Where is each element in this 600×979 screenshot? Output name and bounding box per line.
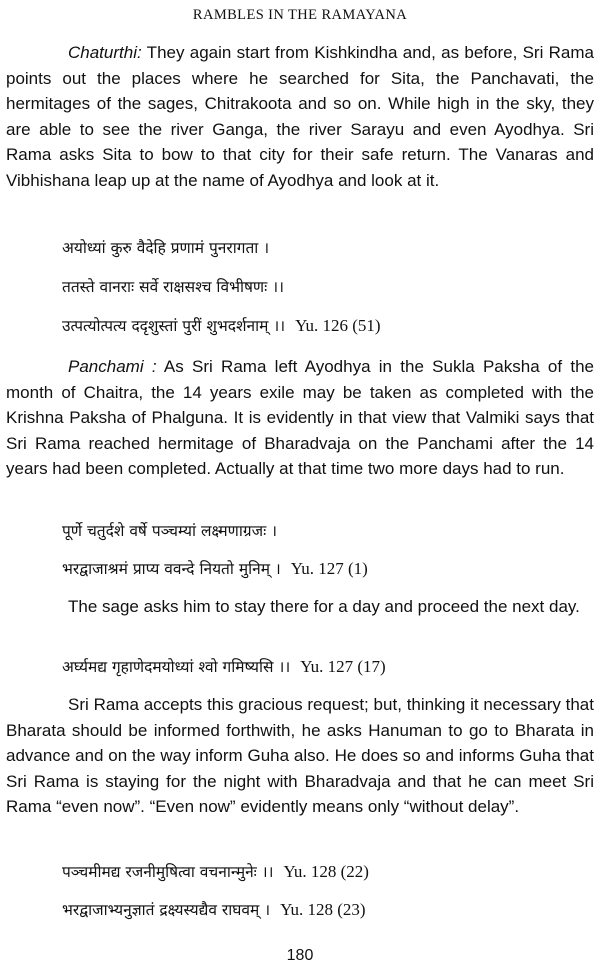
paragraph-text: Sri Rama accepts this gracious request; but, thinking it necessary that Bharata should be informed forthwith, he asks Hanuman to go to Bharata in advance and on the way inform Guha also. He does so and informs Guha that Sri Rama is staying for the night with Bharadvaja and that he can meet Sri Rama “even now”. “Even now” evidently means only “without delay”.: [6, 695, 594, 816]
verse-text: ततस्ते वानराः सर्वे राक्षसश्च विभीषणः ।।: [62, 278, 284, 296]
sanskrit-verse: [62, 898, 366, 922]
verse-text: भरद्वाजाश्रमं प्राप्य ववन्दे नियतो मुनिम् ।: [62, 560, 281, 578]
verse-text: पूर्णे चतुर्दशे वर्षे पञ्चम्यां लक्ष्मणाग्रजः ।: [62, 522, 278, 540]
verse-reference: Yu. 128 (23): [280, 900, 366, 919]
verse-text: पञ्चमीमद्य रजनीमुषित्वा वचनान्मुनेः ।।: [62, 863, 274, 881]
verse-reference: Yu. 127 (17): [300, 657, 386, 676]
paragraph-chaturthi: [6, 40, 594, 193]
sanskrit-verse: [62, 519, 287, 543]
sanskrit-verse: [62, 275, 294, 299]
paragraph-lead: Chaturthi:: [68, 43, 142, 62]
sanskrit-verse: [62, 860, 369, 884]
sanskrit-verse: [62, 236, 279, 260]
page-number: 180: [286, 947, 314, 964]
paragraph-panchami: [6, 354, 594, 482]
sanskrit-verse: [62, 314, 381, 338]
sanskrit-verse: [62, 557, 368, 581]
paragraph-sage: [6, 594, 594, 620]
running-header: RAMBLES IN THE RAMAYANA: [192, 7, 408, 23]
verse-reference: Yu. 126 (51): [295, 316, 381, 335]
verse-text: भरद्वाजाभ्यनुज्ञातं द्रक्ष्यस्यद्यैव राघवम् ।: [62, 901, 271, 919]
verse-text: उत्पत्योत्पत्य ददृशुस्तां पुरीं शुभदर्शनाम् ।।: [62, 317, 286, 335]
paragraph-text: The sage asks him to stay there for a day and proceed the next day.: [68, 597, 580, 616]
verse-text: अयोध्यां कुरु वैदेहि प्रणामं पुनरागता ।: [62, 239, 270, 257]
sanskrit-verse: [62, 655, 386, 679]
verse-reference: Yu. 127 (1): [290, 559, 368, 578]
verse-text: अर्घ्यमद्य गृहाणेदमयोध्यां श्वो गमिष्यसि ।।: [62, 658, 291, 676]
paragraph-text: As Sri Rama left Ayodhya in the Sukla Paksha of the month of Chaitra, the 14 years exile may be taken as completed with the Krishna Paksha of Phalguna. It is evidently in that view that Valmiki says that Sri Rama reached hermitage of Bharadvaja on the Panchami after the 14 years had been completed. Actually at that time two more days had to run.: [6, 357, 594, 478]
paragraph-sri-rama-accepts: [6, 692, 594, 820]
verse-reference: Yu. 128 (22): [283, 862, 369, 881]
paragraph-text: They again start from Kishkindha and, as before, Sri Rama points out the places where he searched for Sita, the Panchavati, the hermitages of the sages, Chitrakoota and so on. While high in the sky, they are able to see the river Ganga, the river Sarayu and even Ayodhya. Sri Rama asks Sita to bow to that city for their safe return. The Vanaras and Vibhishana leap up at the name of Ayodhya and look at it.: [6, 43, 594, 190]
paragraph-lead: Panchami :: [68, 357, 157, 376]
